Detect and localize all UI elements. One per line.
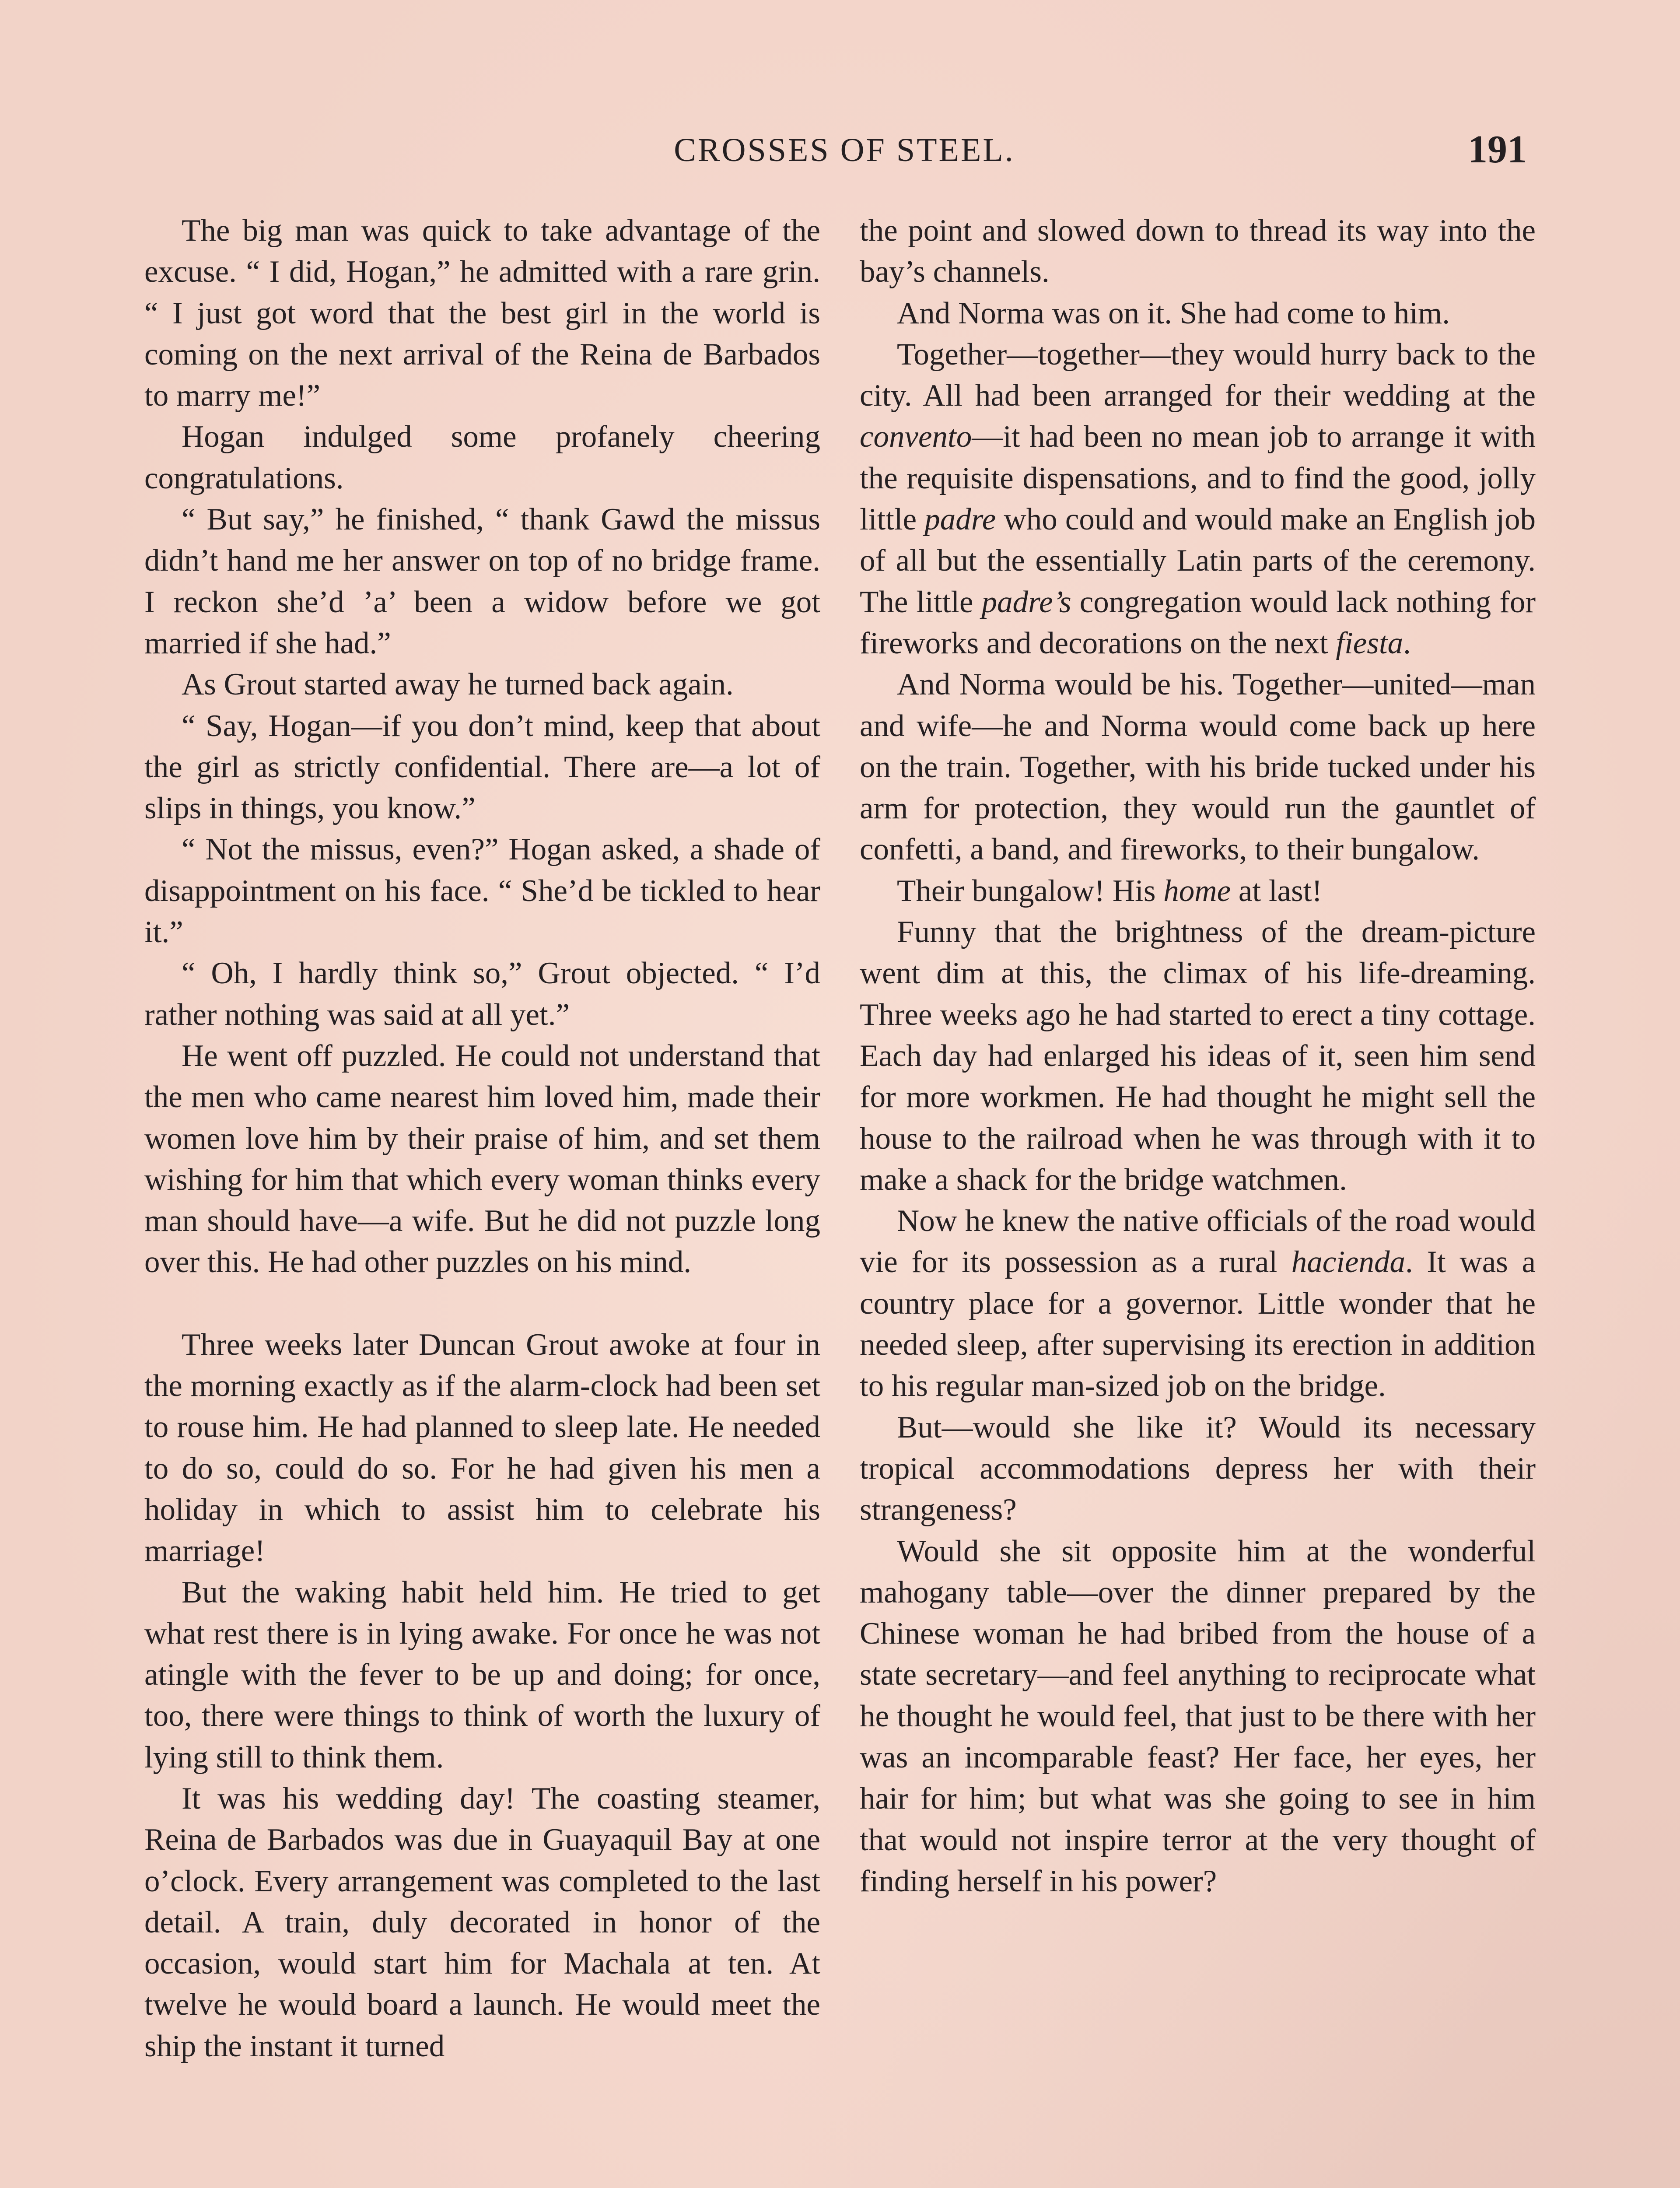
paragraph xyxy=(144,499,820,664)
paragraph xyxy=(860,870,1536,912)
text-run: “ But say,” he finished, “ thank Gawd the missus didn’t hand me her answer on top of no bridge frame. I reckon she’d ’a’ been a widow before we got married if she had.” xyxy=(144,502,820,660)
italic-text: hacienda xyxy=(1291,1245,1405,1280)
text-run: Together—together—they would hurry back to the city. All had been arranged for their wedding at the xyxy=(860,337,1536,413)
text-run: Their bungalow! His xyxy=(897,873,1164,908)
text-run: But the waking habit held him. He tried to get what rest there is in lying awake. For once he was not atingle with the fever to be up and doing; for once, too, there were things to think of worth the luxury of lying still to think them. xyxy=(144,1575,820,1774)
text-run: It was his wedding day! The coasting steamer, Reina de Barbados was due in Guayaquil Bay at one o’clock. Every arrangement was completed to the last detail. A train, duly decorated in honor of the occasion, would start him for Machala at ten. At twelve he would board a launch. He would meet the ship the instant it turned xyxy=(144,1781,820,2063)
paragraph xyxy=(144,210,820,416)
paragraph xyxy=(860,210,1536,293)
text-run: Now he knew the native officials of the road would vie for its possession as a rural xyxy=(860,1204,1536,1280)
italic-text: home xyxy=(1163,873,1231,908)
paragraph xyxy=(860,664,1536,870)
paragraph xyxy=(144,1778,820,2067)
text-run: As Grout started away he turned back again. xyxy=(182,667,734,702)
paragraph xyxy=(860,334,1536,664)
paragraph xyxy=(144,1324,820,1572)
text-run: Funny that the brightness of the dream-picture went dim at this, the climax of his life-dreaming. Three weeks ago he had started to erect a tiny cottage. Each day had enlarged his ideas of it, seen him send for more workmen. He had thought he might sell the house to the railroad when he was through with it to make a shack for the bridge watchmen. xyxy=(860,915,1536,1197)
text-run: . xyxy=(1403,626,1411,660)
italic-text: convento xyxy=(860,420,972,454)
text-column-right xyxy=(860,210,1536,1902)
text-run: And Norma would be his. Together—united—man and wife—he and Norma would come back up here on the train. Together, with his bride tucked under his arm for protection, they would run the gauntlet of confetti, a band, and fireworks, to their bungalow. xyxy=(860,667,1536,867)
running-title: CROSSES OF STEEL. xyxy=(674,132,1015,168)
text-run: “ Oh, I hardly think so,” Grout objected. “ I’d rather nothing was said at all yet.” xyxy=(144,956,820,1032)
paragraph xyxy=(860,1200,1536,1406)
paragraph xyxy=(860,293,1536,334)
text-run: —it had been no mean job to arrange it with the requisite dispensations, and to find the good, jolly little xyxy=(860,420,1536,537)
text-run: Three weeks later Duncan Grout awoke at four in the morning exactly as if the alarm-clock had been set to rouse him. He had planned to sleep late. He needed to do so, could do so. For he had given his men a holiday in which to assist him to celebrate his marriage! xyxy=(144,1327,820,1568)
paragraph xyxy=(144,1035,820,1283)
text-run: congregation would lack nothing for fireworks and decorations on the next xyxy=(860,585,1536,660)
paragraph xyxy=(144,416,820,499)
paragraph xyxy=(860,1531,1536,1902)
text-column-left xyxy=(144,210,820,2067)
text-run: Would she sit opposite him at the wonderful mahogany table—over the dinner prepared by the Chinese woman he had bribed from the house of a state secretary—and feel anything to reciprocate what he thought he would feel, that just to be there with her was an incomparable feast? Her face, her eyes, her hair for him; but what was she going to see in him that would not inspire terror at the very thought of finding herself in his power? xyxy=(860,1534,1536,1898)
text-run: Hogan indulged some profanely cheering congratulations. xyxy=(144,420,820,495)
italic-text: padre xyxy=(924,502,996,537)
paragraph xyxy=(860,1407,1536,1531)
paragraph xyxy=(144,705,820,829)
italic-text: fiesta xyxy=(1336,626,1404,660)
running-head xyxy=(144,127,1544,184)
text-run: The big man was quick to take advantage of the excuse. “ I did, Hogan,” he admitted with a rare grin. “ I just got word that the best girl in the world is coming on the next arrival of the Reina de Barbados to marry me!” xyxy=(144,214,820,413)
text-run: the point and slowed down to thread its way into the bay’s channels. xyxy=(860,214,1536,289)
text-run: “ Not the missus, even?” Hogan asked, a shade of disappointment on his face. “ She’d be tickled to hear it.” xyxy=(144,832,820,950)
text-run: at last! xyxy=(1231,873,1323,908)
text-run: But—would she like it? Would its necessary tropical accommodations depress her with their strangeness? xyxy=(860,1410,1536,1527)
italic-text: padre’s xyxy=(981,585,1071,619)
paragraph xyxy=(144,664,820,705)
text-run: He went off puzzled. He could not understand that the men who came nearest him loved him, made their women love him by their praise of him, and set them wishing for him that which every woman thinks every man should have—a wife. But he did not puzzle long over this. He had other puzzles on his mind. xyxy=(144,1038,820,1280)
text-run: “ Say, Hogan—if you don’t mind, keep that about the girl as strictly confidential. There are—a lot of slips in things, you know.” xyxy=(144,708,820,826)
text-run: . It was a country place for a governor. Little wonder that he needed sleep, after supervising its erection in addition to his regular man-sized job on the bridge. xyxy=(860,1245,1536,1403)
paragraph xyxy=(144,1572,820,1778)
paragraph xyxy=(860,912,1536,1200)
text-run: And Norma was on it. She had come to him. xyxy=(897,296,1450,330)
page-number: 191 xyxy=(1468,128,1527,171)
text-run: who could and would make an English job of all but the essentially Latin parts of the ceremony. The little xyxy=(860,502,1536,619)
paragraph xyxy=(144,829,820,953)
paragraph xyxy=(144,953,820,1035)
